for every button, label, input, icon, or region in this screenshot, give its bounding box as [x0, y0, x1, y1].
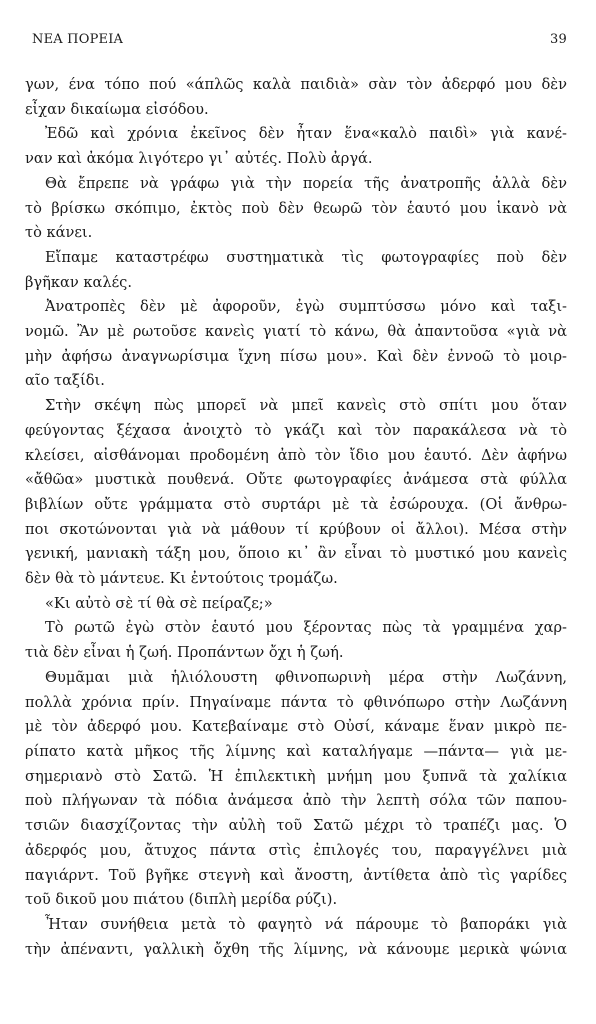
text-line: Τὸ ρωτῶ ἐγὼ στὸν ἑαυτό μου ξέροντας πὼς τὰ γραμμένα χαρ-: [45, 619, 567, 637]
text-line: ἀδερφός μου, ἄτυχος πάντα στὶς ἐπιλογές του, παραγγέλνει μιὰ: [25, 841, 567, 859]
text-line: βγῆκαν καλές.: [25, 273, 132, 291]
text-line: μὲ τὸν ἀδερφό μου. Κατεβαίναμε στὸ Οὐσί, κάναμε ἕναν μικρὸ πε-: [25, 718, 567, 736]
text-line: ναν καὶ ἀκόμα λιγότερο γι᾽ αὐτές. Πολὺ ἀργά.: [25, 150, 373, 168]
paragraph: [25, 295, 567, 394]
text-line: τοῦ δικοῦ μου πιάτου (διπλὴ μερίδα ρύζι).: [25, 891, 338, 909]
text-line: «Κι αὐτὸ σὲ τί θὰ σὲ πείραζε;»: [45, 594, 273, 612]
text-line: τσιῶν διασχίζοντας τὴν αὐλὴ τοῦ Σατῶ μέχρι τὸ τραπέζι μας. Ὁ: [25, 817, 567, 835]
text-line: Θυμᾶμαι μιὰ ἡλιόλουστη φθινοπωρινὴ μέρα στὴν Λωζάννη,: [45, 668, 567, 686]
paragraph: [25, 172, 567, 246]
text-line: πολλὰ χρόνια πρίν. Πηγαίναμε πάντα τὸ φθινόπωρο στὴν Λωζάννη: [25, 693, 567, 711]
text-line: Θὰ ἔπρεπε νὰ γράφω γιὰ τὴν πορεία τῆς ἀνατροπῆς ἀλλὰ δὲν: [45, 174, 567, 192]
text-line: φεύγοντας ξέχασα ἀνοιχτὸ τὸ γκάζι καὶ τὸν παρακάλεσα νὰ τὸ: [25, 421, 567, 439]
text-line: αῖο ταξίδι.: [25, 372, 105, 390]
text-line: βιβλίων οὔτε γράμματα στὸ συρτάρι μὲ τὰ ἐσώρουχα. (Οἱ ἄνθρω-: [25, 495, 567, 513]
paragraph: [25, 666, 567, 913]
paragraph: [25, 246, 567, 295]
text-line: Ἐδῶ καὶ χρόνια ἐκεῖνος δὲν ἦταν ἕνα«καλὸ παιδὶ» γιὰ κανέ-: [45, 125, 567, 143]
text-line: νομῶ. Ἂν μὲ ρωτοῦσε κανεὶς γιατί τὸ κάνω, θὰ ἀπαντοῦσα «γιὰ νὰ: [25, 323, 567, 341]
text-line: τὸ κάνει.: [25, 224, 93, 242]
body-text: [25, 73, 567, 962]
text-line: δὲν θὰ τὸ μάντευε. Κι ἐντούτοις τρομάζω.: [25, 570, 338, 588]
text-line: ρίπατο κατὰ μῆκος τῆς λίμνης καὶ καταλήγαμε —πάντα— γιὰ με-: [25, 742, 567, 760]
text-line: σημεριανὸ στὸ Σατῶ. Ἡ ἐπιλεκτικὴ μνήμη μου ξυπνᾶ τὰ χαλίκια: [25, 767, 567, 785]
text-line: Στὴν σκέψη πὼς μπορεῖ νὰ μπεῖ κανεὶς στὸ σπίτι μου ὅταν: [45, 397, 567, 415]
text-line: κλείσει, αἰσθάνομαι προδομένη ἀπὸ τὸν ἴδιο μου ἑαυτό. Δὲν ἀφήνω: [25, 446, 567, 464]
text-line: ποὺ πλήγωναν τὰ πόδια ἀνάμεσα ἀπὸ τὴν λεπτὴ σόλα τῶν παπου-: [25, 792, 567, 810]
text-line: Ἦταν συνήθεια μετὰ τὸ φαγητὸ νά πάρουμε τὸ βαποράκι γιὰ: [45, 915, 567, 933]
text-line: τὸ βρίσκω σκόπιμο, ἐκτὸς ποὺ δὲν θεωρῶ τὸν ἑαυτό μου ἱκανὸ νὰ: [25, 199, 567, 217]
paragraph: [25, 592, 567, 617]
text-line: μὴν ἀφήσω ἀναγνωρίσιμα ἴχνη πίσω μου». Καὶ δὲν ἐννοῶ τὸ μοιρ-: [25, 347, 567, 365]
running-title: ΝΕΑ ΠΟΡΕΙΑ: [32, 32, 124, 47]
page-number: 39: [550, 32, 567, 47]
text-line: γων, ένα τόπο πού «άπλῶς καλὰ παιδιὰ» σὰν τὸν ἀδερφό μου δὲν: [25, 76, 567, 93]
text-line: «ἄθῶα» μυστικὰ πουθενά. Οὔτε φωτογραφίες ἀνάμεσα στὰ φύλλα: [25, 471, 567, 489]
running-head: [25, 32, 567, 47]
text-line: ποι σκοτώνονται γιὰ νὰ μάθουν τί κρύβουν οἱ ἄλλοι). Μέσα στὴν: [25, 520, 567, 538]
text-line: παγιάρντ. Τοῦ βγῆκε στεγνὴ καὶ ἄνοστη, ἀντίθετα ἀπὸ τὶς γαρίδες: [25, 866, 567, 884]
paragraph: [25, 913, 567, 962]
text-line: εἶχαν δικαίωμα εἰσόδου.: [25, 100, 209, 118]
text-line: τὴν ἀπέναντι, γαλλικὴ ὄχθη τῆς λίμνης, νὰ κάνουμε μερικὰ ψώνια: [25, 940, 567, 958]
text-line: Ἀνατροπὲς δὲν μὲ ἀφοροῦν, ἐγὼ συμπτύσσω μόνο καὶ ταξι-: [45, 298, 567, 316]
paragraph: [25, 394, 567, 592]
paragraph: [25, 73, 567, 122]
text-line: τιὰ δὲν εἶναι ἡ ζωή. Προπάντων ὄχι ἡ ζωή.: [25, 644, 344, 662]
text-line: γενική, μανιακὴ τάξη μου, ὅποιο κι᾽ ἂν εἶναι τὸ μυστικό μου κανεὶς: [25, 545, 567, 563]
paragraph: [25, 616, 567, 665]
text-line: Εἴπαμε καταστρέφω συστηματικὰ τὶς φωτογραφίες ποὺ δὲν: [45, 248, 567, 266]
paragraph: [25, 122, 567, 171]
